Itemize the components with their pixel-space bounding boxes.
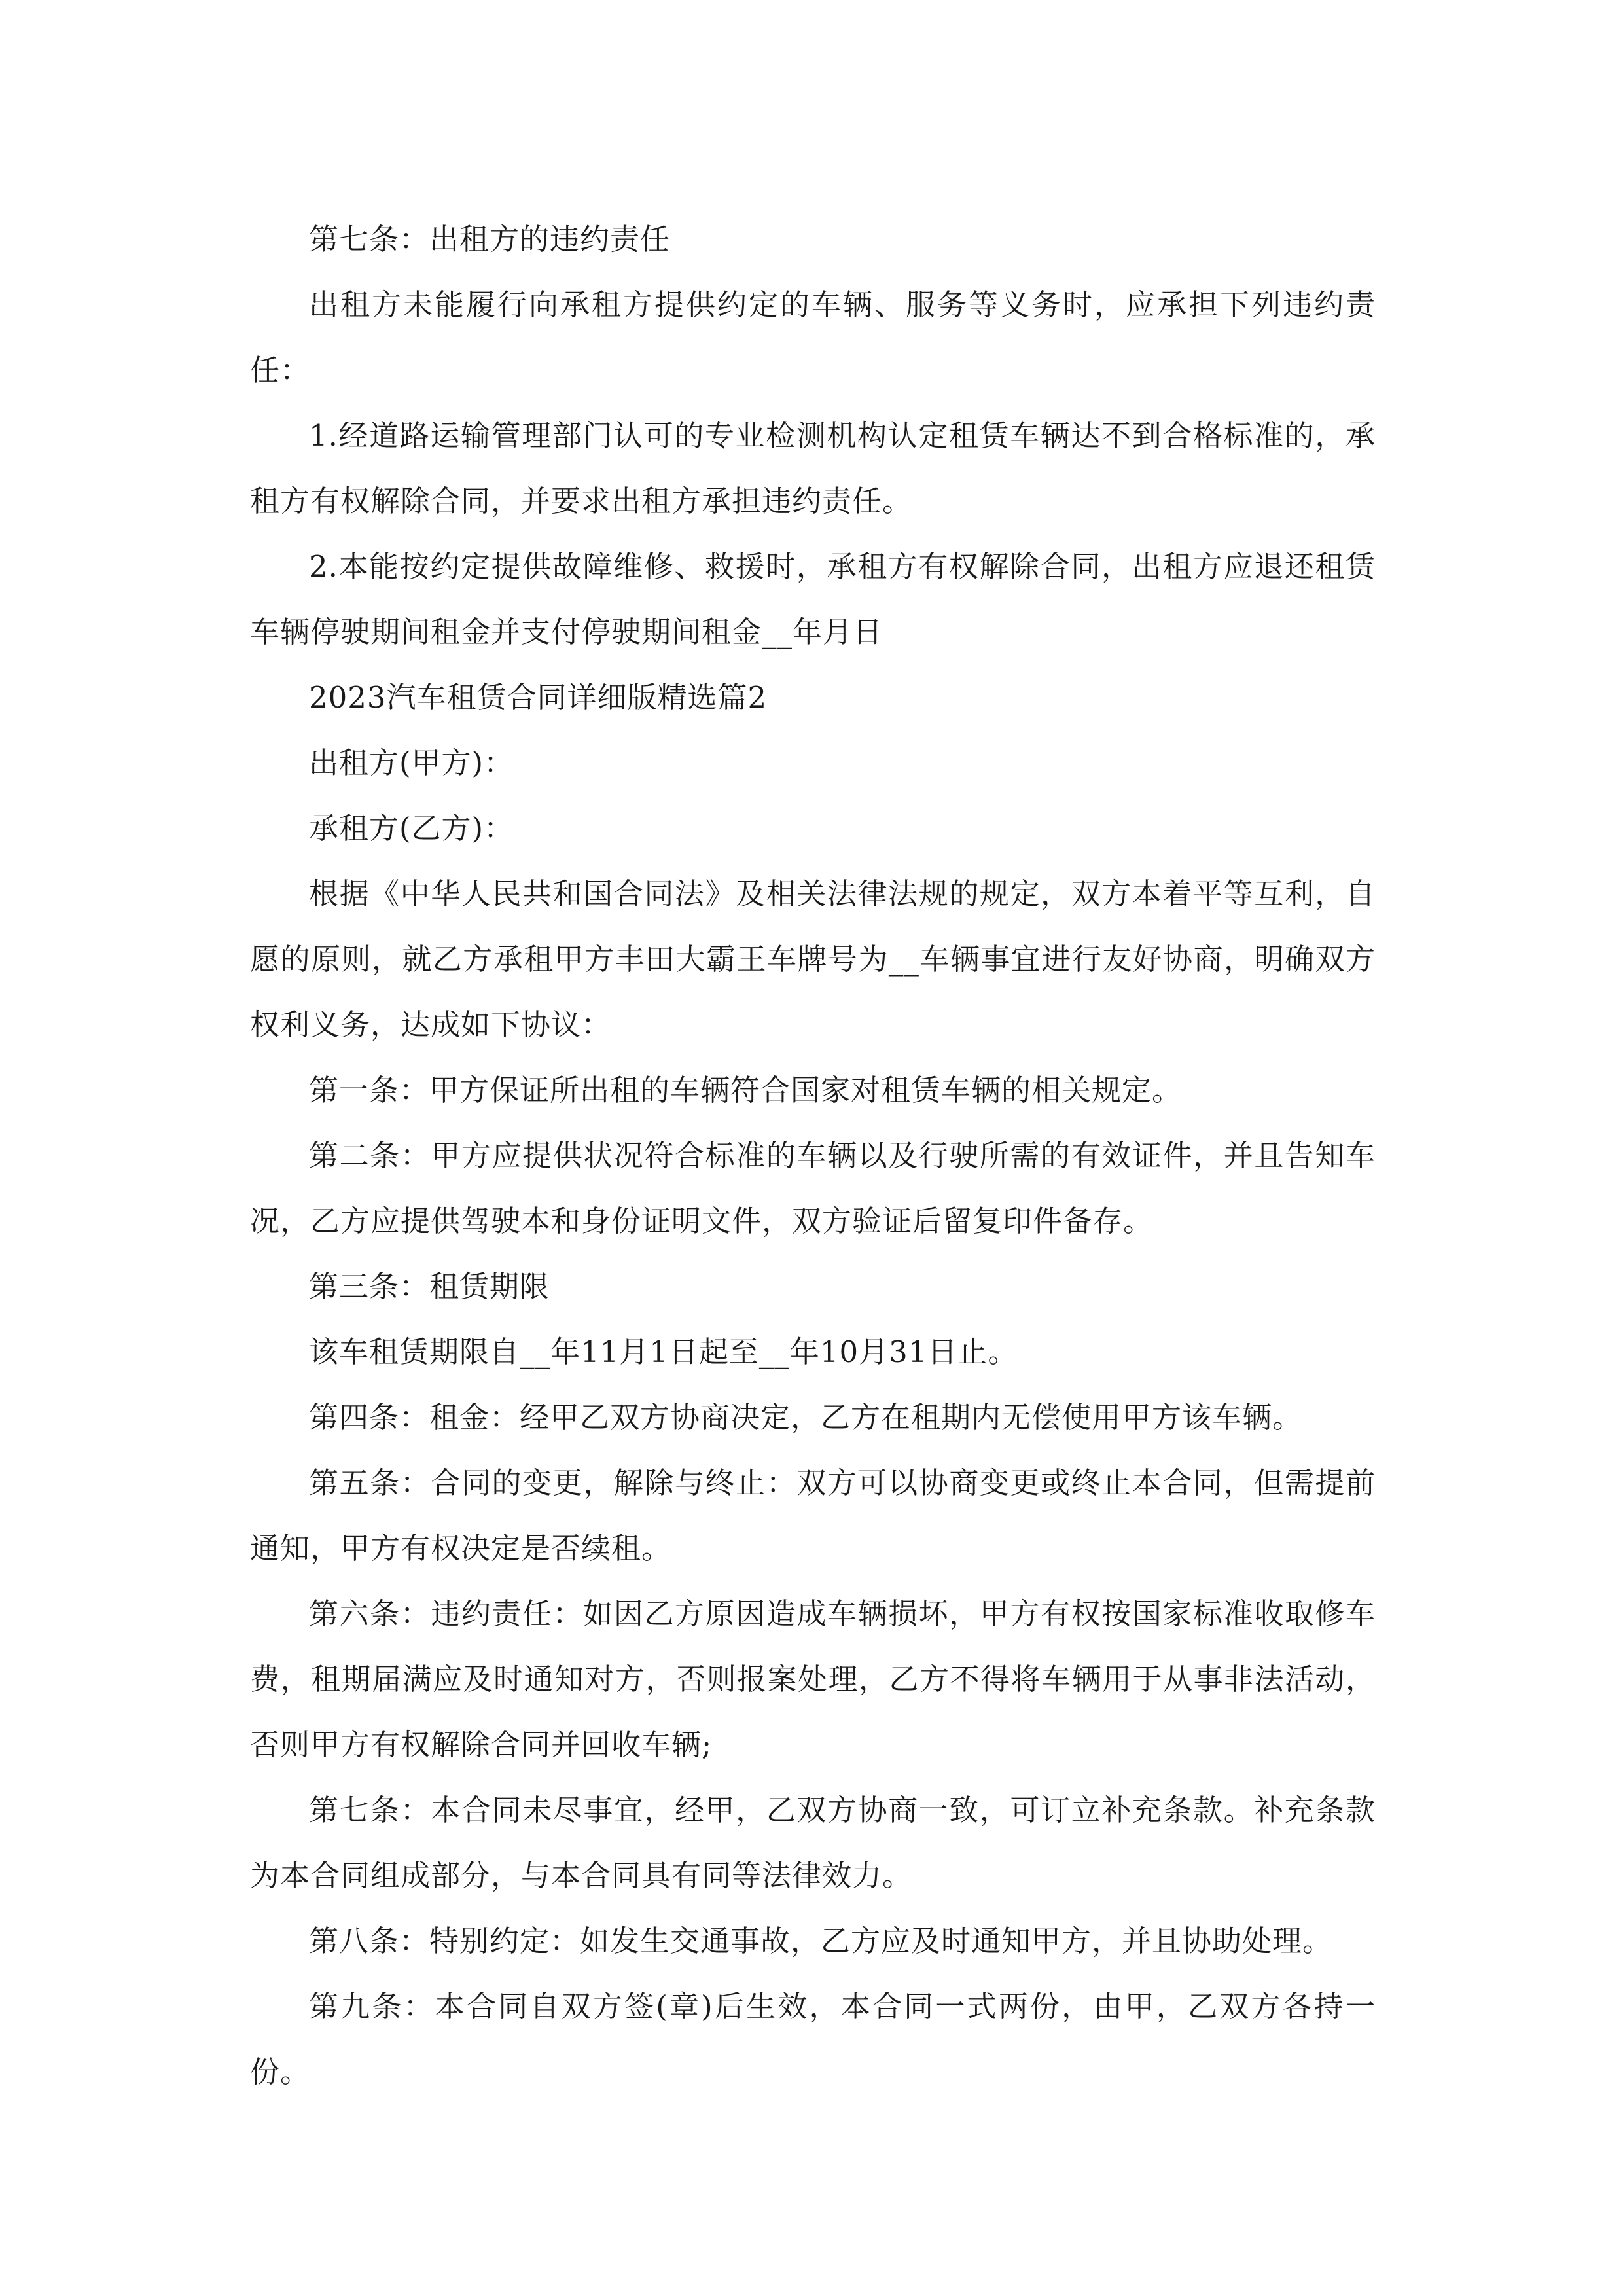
- paragraph: 根据《中华人民共和国合同法》及相关法律法规的规定，双方本着平等互利，自愿的原则，就乙方承租甲方丰田大霸王车牌号为__车辆事宜进行友好协商，明确双方权利义务，达成如下协议：: [250, 876, 1376, 1042]
- paragraph: 第七条：出租方的违约责任: [309, 222, 671, 257]
- paragraph: 第五条：合同的变更，解除与终止：双方可以协商变更或终止本合同，但需提前通知，甲方有权决定是否续租。: [250, 1465, 1376, 1566]
- paragraph: 1.经道路运输管理部门认可的专业检测机构认定租赁车辆达不到合格标准的，承租方有权解除合同，并要求出租方承担违约责任。: [250, 418, 1376, 518]
- paragraph: 第九条：本合同自双方签(章)后生效，本合同一式两份，由甲，乙双方各持一份。: [250, 1989, 1376, 2089]
- paragraph: 第七条：本合同未尽事宜，经甲，乙双方协商一致，可订立补充条款。补充条款为本合同组成部分，与本合同具有同等法律效力。: [250, 1793, 1376, 1893]
- paragraph: 第八条：特别约定：如发生交通事故，乙方应及时通知甲方，并且协助处理。: [309, 1924, 1333, 1958]
- document-body: [250, 207, 1376, 2105]
- paragraph: 第六条：违约责任：如因乙方原因造成车辆损坏，甲方有权按国家标准收取修车费，租期届满应及时通知对方，否则报案处理，乙方不得将车辆用于从事非法活动，否则甲方有权解除合同并回收车辆;: [250, 1596, 1376, 1762]
- paragraph: 第二条：甲方应提供状况符合标准的车辆以及行驶所需的有效证件，并且告知车况，乙方应提供驾驶本和身份证明文件，双方验证后留复印件备存。: [250, 1138, 1376, 1238]
- paragraph: 该车租赁期限自__年11月1日起至__年10月31日止。: [309, 1335, 1018, 1369]
- paragraph: 第一条：甲方保证所出租的车辆符合国家对租赁车辆的相关规定。: [309, 1073, 1183, 1107]
- paragraph: 第三条：租赁期限: [309, 1269, 550, 1304]
- paragraph: 承租方(乙方)：: [309, 811, 514, 846]
- paragraph: 2.本能按约定提供故障维修、救援时，承租方有权解除合同，出租方应退还租赁车辆停驶期间租金并支付停驶期间租金__年月日: [250, 549, 1376, 649]
- section-heading: 2023汽车租赁合同详细版精选篇2: [309, 680, 768, 715]
- paragraph: 出租方未能履行向承租方提供约定的车辆、服务等义务时，应承担下列违约责任：: [250, 287, 1376, 387]
- paragraph: 出租方(甲方)：: [309, 745, 514, 780]
- paragraph: 第四条：租金：经甲乙双方协商决定，乙方在租期内无偿使用甲方该车辆。: [309, 1400, 1303, 1435]
